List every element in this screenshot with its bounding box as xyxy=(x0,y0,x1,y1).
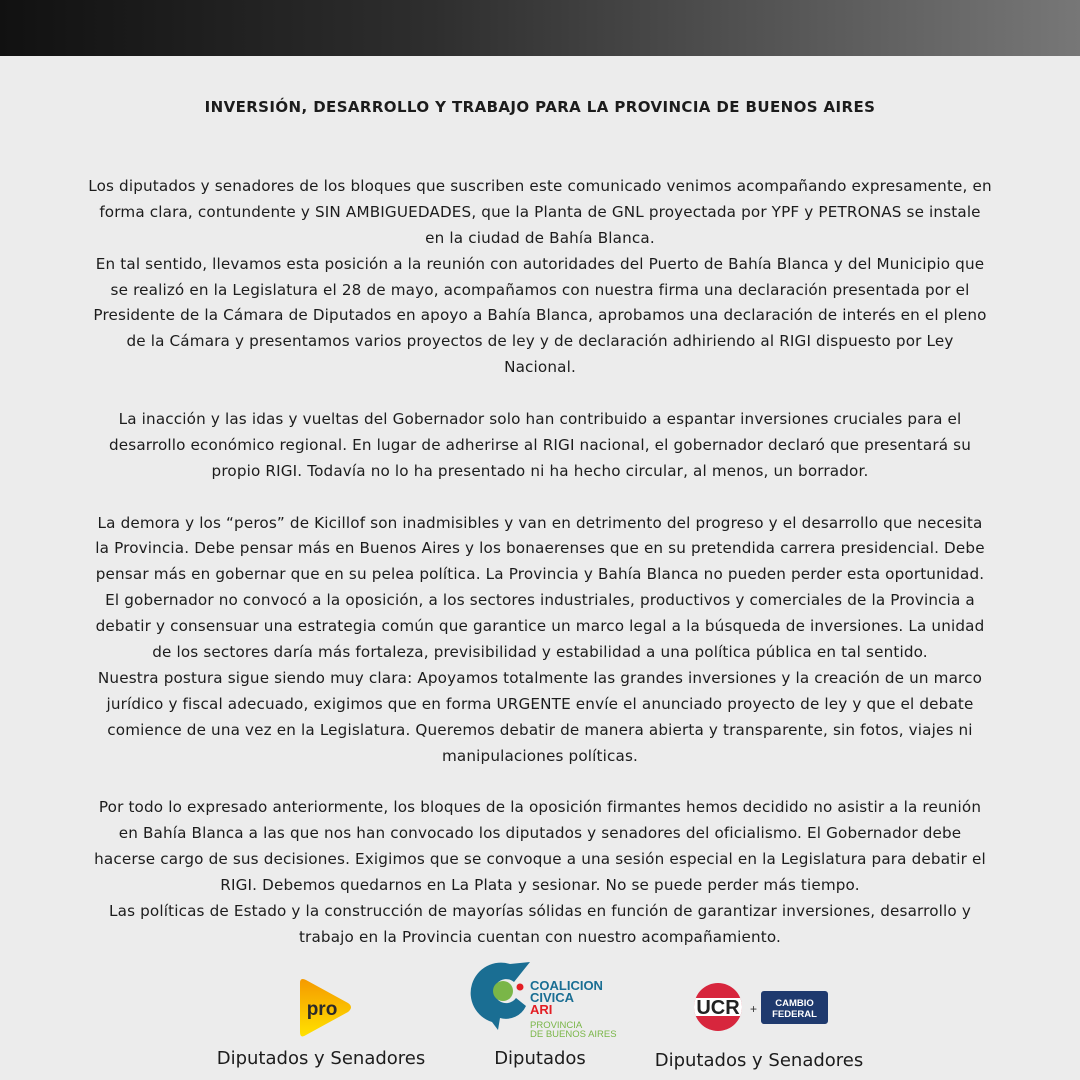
pro-caption: Diputados y Senadores xyxy=(216,1048,426,1069)
svg-text:CIVICA: CIVICA xyxy=(530,990,575,1005)
text-line: debatir y consensuar una estrategia común que garantice un marco legal a la búsqueda de inversiones. La unidad xyxy=(95,617,985,636)
text-line: se realizó en la Legislatura el 28 de mayo, acompañamos con nuestra firma una declaración presentada por el xyxy=(110,280,970,299)
svg-text:FEDERAL: FEDERAL xyxy=(772,1009,817,1020)
text-line: manipulaciones políticas. xyxy=(441,746,638,765)
statement-body xyxy=(0,174,1080,951)
text-line: Nacional. xyxy=(504,358,576,377)
svg-text:DE BUENOS AIRES: DE BUENOS AIRES xyxy=(530,1029,617,1040)
text-line: en la ciudad de Bahía Blanca. xyxy=(425,228,655,247)
paragraph-spacer xyxy=(0,381,1080,407)
ucr-caption: Diputados y Senadores xyxy=(654,1050,864,1071)
text-line: Los diputados y senadores de los bloques que suscriben este comunicado venimos acompañando expresamente, en xyxy=(88,177,992,195)
text-line: comience de una vez en la Legislatura. Queremos debatir de manera abierta y transparente, sin fotos, viajes ni xyxy=(107,720,973,739)
text-line: de la Cámara y presentamos varios proyectos de ley y de declaración adhiriendo al RIGI dispuesto por Ley xyxy=(126,332,954,351)
text-line: RIGI. Debemos quedarnos en La Plata y sesionar. No se puede perder más tiempo. xyxy=(220,876,860,895)
coalicion-civica-logo xyxy=(470,960,620,1040)
text-line: Las políticas de Estado y la construcción de mayorías sólidas en función de garantizar inversiones, desarrollo y xyxy=(109,901,971,920)
text-line: de los sectores daría más fortaleza, previsibilidad y estabilidad a una política pública en tal sentido. xyxy=(152,643,928,662)
text-line: forma clara, contundente y SIN AMBIGUEDADES, que la Planta de GNL proyectada por YPF y PETRONAS se instale xyxy=(99,202,981,221)
text-line: En tal sentido, llevamos esta posición a la reunión con autoridades del Puerto de Bahía Blanca y del Municipio que xyxy=(95,254,985,273)
text-line: desarrollo económico regional. En lugar de adherirse al RIGI nacional, el gobernador declaró que presentará su xyxy=(108,435,972,454)
svg-text:+: + xyxy=(750,1002,758,1016)
svg-text:pro: pro xyxy=(306,999,338,1020)
coalicion-caption: Diputados xyxy=(494,1048,586,1069)
text-line: pensar más en gobernar que en su pelea política. La Provincia y Bahía Blanca no pueden perder esta oportunidad. xyxy=(95,565,985,584)
paragraph-spacer xyxy=(0,485,1080,511)
text-line: Nuestra postura sigue siendo muy clara: Apoyamos totalmente las grandes inversiones y la creación de un marco xyxy=(97,668,983,687)
text-line: la Provincia. Debe pensar más en Buenos Aires y los bonaerenses que en su pretendida carrera presidencial. Debe xyxy=(95,539,985,558)
paragraph-spacer xyxy=(0,769,1080,795)
top-banner xyxy=(0,0,1080,56)
text-line: La demora y los “peros” de Kicillof son inadmisibles y van en detrimento del progreso y el desarrollo que necesita xyxy=(97,513,983,532)
svg-text:ARI: ARI xyxy=(530,1002,553,1017)
text-line: en Bahía Blanca a las que nos han convocado los diputados y senadores del oficialismo. El Gobernador debe xyxy=(118,824,962,843)
text-line: jurídico y fiscal adecuado, exigimos que en forma URGENTE envíe el anunciado proyecto de ley y que el debate xyxy=(106,694,974,713)
svg-text:COALICION: COALICION xyxy=(530,978,603,993)
document-title: INVERSIÓN, DESARROLLO Y TRABAJO PARA LA PROVINCIA DE BUENOS AIRES xyxy=(204,98,876,116)
text-line: propio RIGI. Todavía no lo ha presentado ni ha hecho circular, al menos, un borrador. xyxy=(211,461,869,480)
text-line: Presidente de la Cámara de Diputados en apoyo a Bahía Blanca, aprobamos una declaración de interés en el pleno xyxy=(93,306,987,325)
text-line: trabajo en la Provincia cuentan con nuestro acompañamiento. xyxy=(298,927,782,946)
svg-text:CAMBIO: CAMBIO xyxy=(775,998,814,1009)
text-line: El gobernador no convocó a la oposición, a los sectores industriales, productivos y comerciales de la Provincia a xyxy=(105,591,975,610)
text-line: La inacción y las idas y vueltas del Gobernador solo han contribuido a espantar inversiones cruciales para el xyxy=(118,410,962,429)
svg-text:UCR: UCR xyxy=(696,997,740,1019)
text-line: hacerse cargo de sus decisiones. Exigimos que se convoque a una sesión especial en la Legislatura para debatir el xyxy=(94,850,986,869)
ucr-cambio-federal-logo xyxy=(692,982,832,1034)
text-line: Por todo lo expresado anteriormente, los bloques de la oposición firmantes hemos decidido no asistir a la reunión xyxy=(98,798,982,817)
pro-logo xyxy=(294,977,354,1039)
svg-text:PROVINCIA: PROVINCIA xyxy=(530,1020,583,1031)
